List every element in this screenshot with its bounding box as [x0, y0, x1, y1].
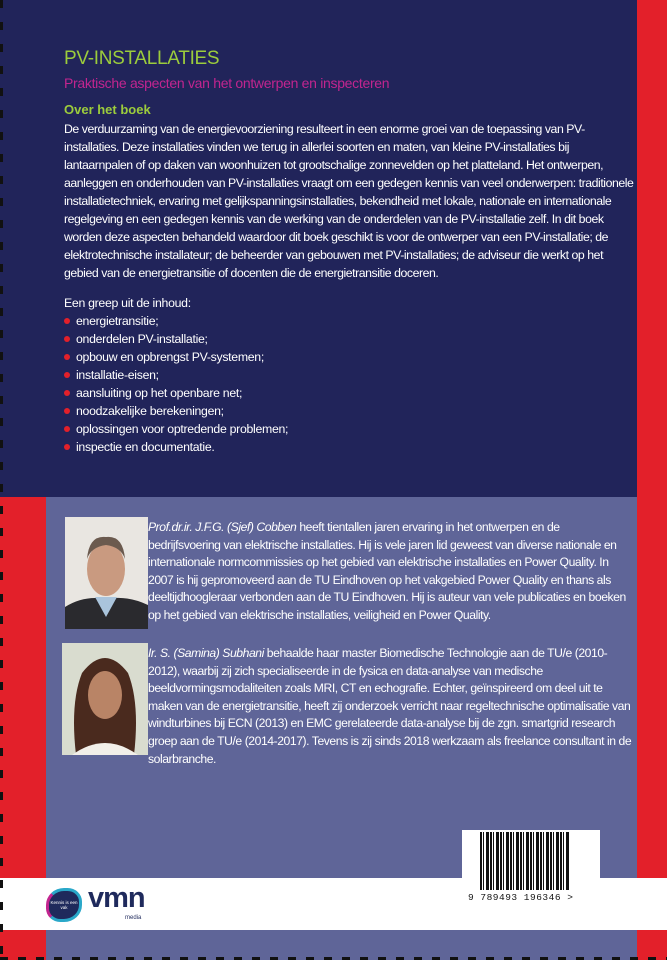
author-name: Prof.dr.ir. J.F.G. (Sjef) Cobben — [148, 520, 297, 534]
bullet-icon — [64, 408, 70, 414]
about-section — [64, 47, 634, 456]
publisher-logo-sub: media — [125, 915, 142, 921]
list-item-label: opbouw en opbrengst PV-systemen; — [76, 350, 264, 364]
list-item — [64, 438, 634, 456]
bullet-icon — [64, 354, 70, 360]
publisher-logo-text: vmn — [88, 882, 145, 914]
bullet-icon — [64, 444, 70, 450]
list-item — [64, 348, 634, 366]
list-item-label: energietransitie; — [76, 314, 159, 328]
book-title: PV-INSTALLATIES — [64, 48, 220, 69]
bullet-icon — [64, 426, 70, 432]
list-item-label: onderdelen PV-installatie; — [76, 332, 208, 346]
list-item-label: oplossingen voor optredende problemen; — [76, 422, 289, 436]
author-bio-text: behaalde haar master Biomedische Technologie aan de TU/e (2010-2012), waarbij zij zich specialiseerde in de fysica en data-analyse van medische beeldvormingsmodaliteiten zoals MRI, CT en echografie. Echter, geïnspireerd om deel uit te maken van de energietransitie, heeft zij onderzoek verricht naar regeltechnische optimalisatie van windturbines bij ECN (2013) en EMC gerelateerde data-analyse bij de zgn. smartgrid research groep aan de TU/e (2014-2017). Tevens is zij sinds 2018 werkzaam als freelance consultant in de solarbranche. — [148, 646, 632, 766]
author-bio-subhani — [148, 643, 634, 768]
bullet-icon — [64, 318, 70, 324]
list-item — [64, 330, 634, 348]
isbn-number: 9 789493 196346 > — [468, 892, 574, 903]
author-bio-text: heeft tientallen jaren ervaring in het ontwerpen en de bedrijfsvoering van elektrische installaties. Hij is vele jaren lid geweest van diverse nationale en internationale normcommissies op het gebied van elektrische installaties en Power Quality. In 2007 is hij gepromoveerd aan de TU Eindhoven op het vakgebied Power Quality en thans als deeltijdhoogleraar verbonden aan de TU Eindhoven. Hij is auteur van vele publicaties en boeken op het gebied van elektrische installaties, veiligheid en Power Quality. — [148, 520, 626, 622]
list-item-label: aansluiting op het openbare net; — [76, 386, 243, 400]
book-subtitle: Praktische aspecten van het ontwerpen en inspecteren — [64, 75, 390, 91]
about-text: De verduurzaming van de energievoorziening resulteert in een enorme groei van de toepassing van PV-installaties. Deze installaties vinden we terug in allerlei soorten en maten, van kleine PV-installaties bij lantaarnpalen of op daken van woonhuizen tot grootschalige zonnevelden op het platteland. Het ontwerpen, aanleggen en onderhouden van PV-installaties vraagt om een gedegen kennis van veel onderwerpen: traditionele installatietechniek, ervaring met gelijkspanningsinstallaties, bekendheid met lokale, nationale en internationale regelgeving en een gedegen kennis van de werking van de onderdelen van de PV-installatie zelf. In dit boek worden deze aspecten behandeld waardoor dit boek geschikt is voor de ontwerper van een PV-installatie; de elektrotechnische installateur; de beheerder van gebouwen met PV-installaties; de adviseur die werkt op het gebied van de energietransitie of docenten die de energietransitie doceren. — [64, 122, 634, 280]
author-cobben — [62, 517, 634, 629]
authors-section — [62, 517, 634, 768]
author-subhani — [62, 643, 634, 768]
barcode-bars — [480, 832, 570, 890]
crop-marks-left — [0, 0, 3, 960]
list-item — [64, 384, 634, 402]
list-item — [64, 402, 634, 420]
bullet-icon — [64, 372, 70, 378]
list-item — [64, 366, 634, 384]
contents-list — [64, 312, 634, 456]
logo-badge-text: Kennis is een vak — [50, 900, 78, 910]
bullet-icon — [64, 390, 70, 396]
list-item — [64, 420, 634, 438]
contents-heading: Een greep uit de inhoud: — [64, 296, 191, 310]
list-item-label: inspectie en documentatie. — [76, 440, 215, 454]
list-item-label: installatie-eisen; — [76, 368, 159, 382]
author-bio-cobben — [148, 517, 634, 629]
author-name: Ir. S. (Samina) Subhani — [148, 646, 264, 660]
list-item — [64, 312, 634, 330]
author-photo-cobben — [62, 517, 148, 629]
author-photo-subhani — [62, 643, 148, 755]
publisher-logo-icon — [46, 888, 82, 922]
list-item-label: noodzakelijke berekeningen; — [76, 404, 224, 418]
about-heading: Over het boek — [64, 102, 151, 117]
right-red-strip — [637, 0, 667, 960]
bullet-icon — [64, 336, 70, 342]
